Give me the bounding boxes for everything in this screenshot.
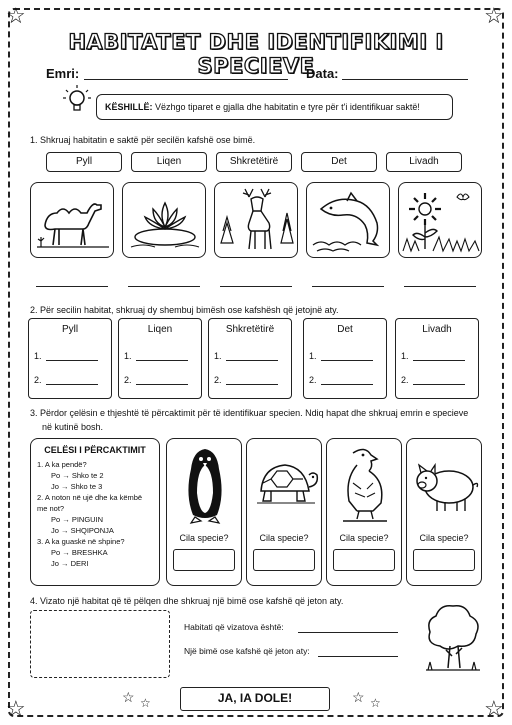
tip-text: Vëzhgo tiparet e gjalla dhe habitatin e tyre për t'i identifikuar saktë! xyxy=(155,102,420,112)
camel-icon xyxy=(31,183,114,258)
star-icon: ☆ xyxy=(6,3,26,28)
sunflower-icon xyxy=(399,183,482,258)
key-question: 2. A noton në ujë dhe ka këmbë me not? xyxy=(37,493,143,513)
answer-line[interactable] xyxy=(220,286,292,287)
star-icon: ☆ xyxy=(352,689,365,705)
key-option: Po → Shko te 2 xyxy=(51,471,104,480)
page-title: HABITATET DHE IDENTIFIKIMI I SPECIEVE xyxy=(68,30,444,78)
penguin-icon xyxy=(167,439,243,529)
habitat-column xyxy=(303,318,387,399)
species-answer-box[interactable] xyxy=(253,549,315,571)
footer-banner: JA, IA DOLE! xyxy=(180,687,330,711)
habitat-column xyxy=(118,318,202,399)
name-label: Emri: xyxy=(46,66,80,81)
section3-prompt-line1: 3. Përdor çelësin e thjeshtë të përcaktimit për të identifikuar specien. Ndiq hapat dhe shkruaj emrin e specieve xyxy=(30,408,469,418)
key-option: Po → PINGUIN xyxy=(51,515,104,524)
star-icon: ☆ xyxy=(140,696,151,710)
species-question: Cila specie? xyxy=(179,533,229,543)
species-question: Cila specie? xyxy=(259,533,309,543)
column-title: Shkretëtirë xyxy=(225,324,275,335)
example-row[interactable]: 1. xyxy=(124,351,188,361)
tip-box xyxy=(96,94,453,120)
turtle-icon xyxy=(247,439,323,529)
drawn-habitat-field[interactable] xyxy=(298,632,398,633)
example-row[interactable]: 1. xyxy=(401,351,465,361)
habitat-label: Pyll xyxy=(46,152,122,172)
lotus-picture xyxy=(122,182,206,258)
species-question: Cila specie? xyxy=(339,533,389,543)
section3-prompt-line2: në kutinë bosh. xyxy=(42,422,104,432)
species-card xyxy=(406,438,482,586)
habitat-label: Shkretëtirë xyxy=(216,152,292,172)
example-row[interactable]: 1. xyxy=(34,351,98,361)
tree-icon xyxy=(418,596,488,676)
dolphin-picture xyxy=(306,182,390,258)
key-option: Jo → Shko te 3 xyxy=(51,482,103,491)
example-row[interactable]: 2. xyxy=(124,375,188,385)
key-title: CELËSI I PËRCAKTIMIT xyxy=(44,445,146,455)
species-answer-box[interactable] xyxy=(413,549,475,571)
key-question: 1. A ka pendë? xyxy=(37,460,87,469)
key-question: 3. A ka guaskë në shpine? xyxy=(37,537,125,546)
habitat-label: Livadh xyxy=(386,152,462,172)
identification-key xyxy=(30,438,160,586)
example-row[interactable]: 1. xyxy=(214,351,278,361)
answer-line[interactable] xyxy=(404,286,476,287)
example-row[interactable]: 2. xyxy=(214,375,278,385)
camel-picture xyxy=(30,182,114,258)
species-answer-box[interactable] xyxy=(333,549,395,571)
habitat-label: Liqen xyxy=(131,152,207,172)
key-option: Jo → SHQIPONJA xyxy=(51,526,114,535)
deer-picture xyxy=(214,182,298,258)
column-title: Pyll xyxy=(61,324,79,335)
organism-label: Një bimë ose kafshë që jeton aty: xyxy=(184,646,310,656)
star-icon: ☆ xyxy=(370,696,381,710)
section2-prompt: 2. Për secilin habitat, shkruaj dy shembuj bimësh ose kafshësh që jetojnë aty. xyxy=(30,305,339,315)
answer-line[interactable] xyxy=(36,286,108,287)
star-icon: ☆ xyxy=(484,696,504,721)
deer-icon xyxy=(215,183,298,258)
drawn-habitat-label: Habitati që vizatova është: xyxy=(184,622,284,632)
species-card xyxy=(246,438,322,586)
star-icon: ☆ xyxy=(6,696,26,721)
species-answer-box[interactable] xyxy=(173,549,235,571)
sunflower-picture xyxy=(398,182,482,258)
pig-icon xyxy=(407,439,483,529)
species-card xyxy=(326,438,402,586)
column-title: Liqen xyxy=(147,324,173,335)
habitat-column xyxy=(28,318,112,399)
eagle-icon xyxy=(327,439,403,529)
answer-line[interactable] xyxy=(128,286,200,287)
example-row[interactable]: 2. xyxy=(34,375,98,385)
organism-field[interactable] xyxy=(318,656,398,657)
habitat-column xyxy=(395,318,479,399)
lotus-icon xyxy=(123,183,206,258)
tip-label: KËSHILLË: xyxy=(105,102,153,112)
species-question: Cila specie? xyxy=(419,533,469,543)
date-label: Data: xyxy=(306,66,339,81)
answer-line[interactable] xyxy=(312,286,384,287)
habitat-label: Det xyxy=(301,152,377,172)
column-title: Det xyxy=(337,324,353,335)
date-field[interactable] xyxy=(342,79,468,80)
drawing-area[interactable] xyxy=(30,610,170,678)
key-option: Jo → DERI xyxy=(51,559,89,568)
star-icon: ☆ xyxy=(122,689,135,705)
example-row[interactable]: 2. xyxy=(401,375,465,385)
dolphin-icon xyxy=(307,183,390,258)
star-icon: ☆ xyxy=(484,3,504,28)
habitat-column xyxy=(208,318,292,399)
key-option: Po → BRESHKA xyxy=(51,548,108,557)
name-field[interactable] xyxy=(84,79,288,80)
example-row[interactable]: 1. xyxy=(309,351,373,361)
example-row[interactable]: 2. xyxy=(309,375,373,385)
column-title: Livadh xyxy=(422,324,452,335)
lightbulb-icon xyxy=(62,84,92,120)
species-card xyxy=(166,438,242,586)
section4-prompt: 4. Vizato një habitat që të pëlqen dhe shkruaj një bimë ose kafshë që jeton aty. xyxy=(30,596,344,606)
section1-prompt: 1. Shkruaj habitatin e saktë për secilën kafshë ose bimë. xyxy=(30,135,256,145)
